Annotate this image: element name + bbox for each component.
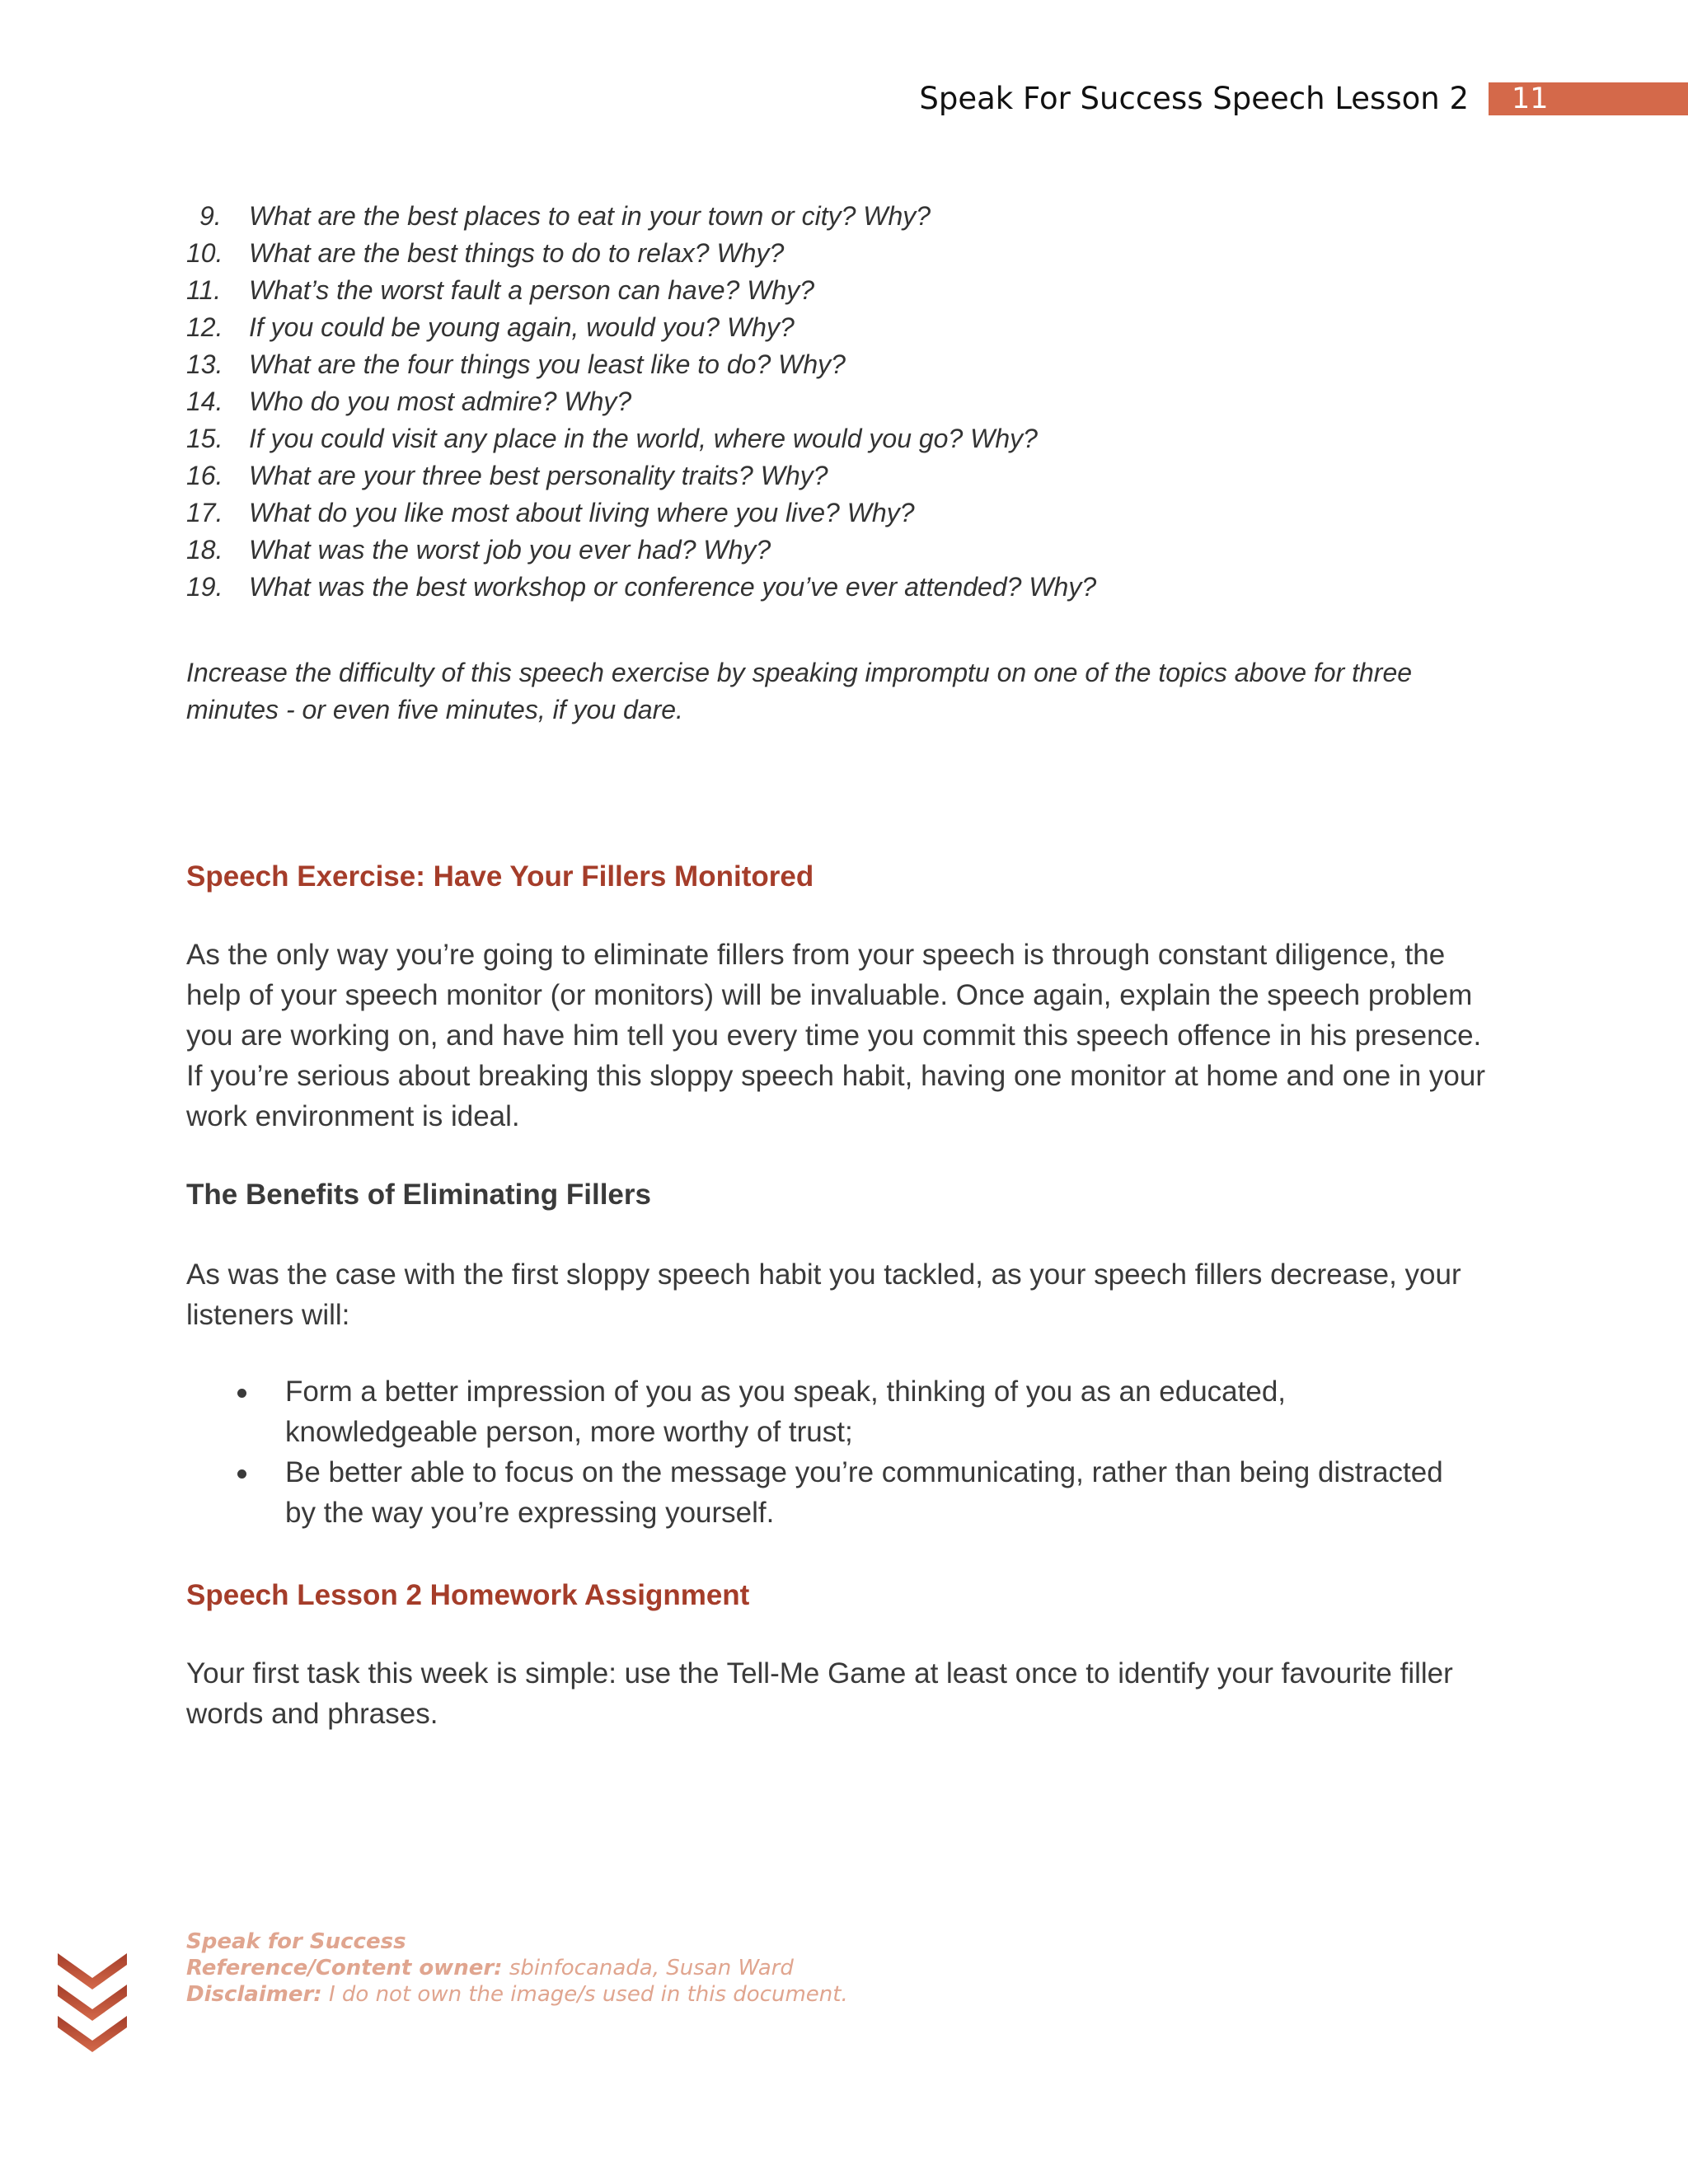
triple-chevron-down-icon <box>58 1953 127 2054</box>
section-body-homework: Your first task this week is simple: use the Tell-Me Game at least once to identify your favourite filler words and phrases. <box>186 1657 1453 1730</box>
bullet-icon <box>237 1469 246 1479</box>
question-list <box>186 198 1096 606</box>
list-item <box>231 1371 1467 1452</box>
item-text: If you could be young again, would you? Why? <box>249 312 795 342</box>
item-number: 9. <box>199 201 222 231</box>
item-text: What are the best places to eat in your town or city? Why? <box>249 201 931 231</box>
list-item <box>186 198 1096 235</box>
footer-brand: Speak for Success <box>186 1929 406 1954</box>
item-number: 12. <box>186 312 223 342</box>
list-item <box>186 494 1096 532</box>
benefits-list <box>231 1371 1467 1533</box>
section-heading-homework: Speech Lesson 2 Homework Assignment <box>186 1579 750 1611</box>
list-item <box>186 309 1096 346</box>
list-item <box>186 235 1096 272</box>
bullet-icon <box>237 1389 246 1398</box>
item-number: 10. <box>186 238 223 268</box>
section-heading-fillers-monitored: Speech Exercise: Have Your Fillers Monitored <box>186 860 814 893</box>
exercise-note: Increase the difficulty of this speech exercise by speaking impromptu on one of the topics above for three minutes - or even five minutes, if you dare. <box>186 658 1413 724</box>
item-number: 11. <box>186 275 222 305</box>
list-item <box>231 1452 1467 1533</box>
list-item <box>186 346 1096 383</box>
item-text: If you could visit any place in the world, where would you go? Why? <box>249 424 1038 453</box>
item-number: 15. <box>186 424 223 453</box>
item-text: What was the best workshop or conference you’ve ever attended? Why? <box>249 572 1097 602</box>
item-text: What’s the worst fault a person can have? Why? <box>249 275 814 305</box>
page-footer <box>186 1929 848 2008</box>
item-text: What are your three best personality traits? Why? <box>249 461 828 490</box>
footer-disclaimer: Disclaimer: I do not own the image/s used in this document. <box>186 1982 848 2007</box>
item-number: 17. <box>186 498 223 527</box>
item-number: 14. <box>186 387 223 416</box>
item-number: 13. <box>186 349 223 379</box>
item-number: 19. <box>186 572 223 602</box>
bullet-text: Form a better impression of you as you speak, thinking of you as an educated, knowledgeable person, more worthy of trust; <box>285 1376 1287 1448</box>
section-heading-benefits: The Benefits of Eliminating Fillers <box>186 1179 651 1211</box>
bullet-text: Be better able to focus on the message you’re communicating, rather than being distracted by the way you’re expressing yourself. <box>285 1456 1443 1529</box>
item-number: 18. <box>186 535 223 565</box>
footer-reference: Reference/Content owner: sbinfocanada, Susan Ward <box>186 1956 794 1980</box>
section-body-benefits: As was the case with the first sloppy speech habit you tackled, as your speech fillers decrease, your listeners will: <box>186 1258 1461 1331</box>
item-text: Who do you most admire? Why? <box>249 387 632 416</box>
list-item <box>186 532 1096 569</box>
list-item <box>186 383 1096 420</box>
item-number: 16. <box>186 461 223 490</box>
item-text: What do you like most about living where you live? Why? <box>249 498 915 527</box>
section-body-fillers-monitored: As the only way you’re going to eliminate fillers from your speech is through constant diligence, the help of your speech monitor (or monitors) will be invaluable. Once again, explain the speech problem you are working on, and have him tell you every time you commit this speech offence in his presence. If you’re serious about breaking this sloppy speech habit, having one monitor at home and one in your work environment is ideal. <box>186 939 1485 1132</box>
list-item <box>186 272 1096 309</box>
item-text: What are the best things to do to relax? Why? <box>249 238 785 268</box>
list-item <box>186 420 1096 457</box>
page-header <box>0 79 1688 119</box>
header-title: Speak For Success Speech Lesson 2 <box>919 81 1469 116</box>
list-item <box>186 569 1096 606</box>
item-text: What was the worst job you ever had? Why? <box>249 535 771 565</box>
list-item <box>186 457 1096 494</box>
item-text: What are the four things you least like to do? Why? <box>249 349 846 379</box>
page-number-badge: 11 <box>1489 82 1688 115</box>
